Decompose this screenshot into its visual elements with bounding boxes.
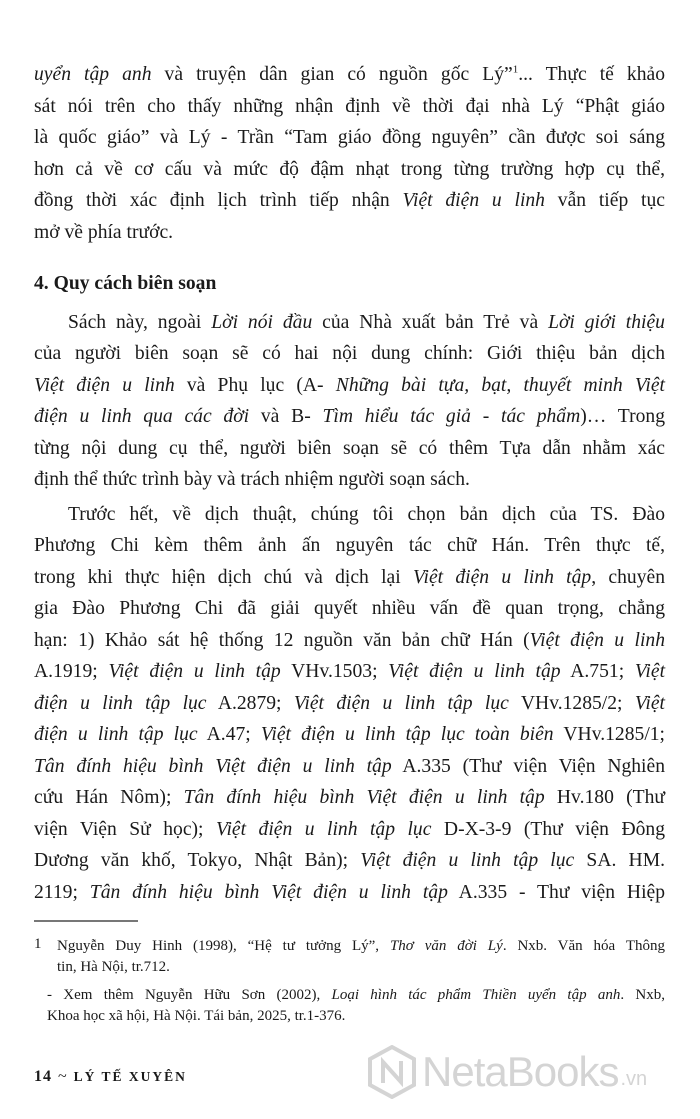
text-line bbox=[34, 751, 665, 783]
italic-text: Việt điện u linh tập bbox=[108, 661, 281, 682]
text-line bbox=[34, 91, 665, 123]
text: VHv.1285/1; bbox=[553, 724, 665, 745]
paragraph bbox=[34, 499, 665, 909]
italic-text: Việt bbox=[634, 692, 665, 714]
italic-text: Tân đính hiệu bình Việt điện u linh tập bbox=[183, 787, 545, 808]
italic-text: Việt điện u linh bbox=[529, 629, 665, 651]
text-line bbox=[34, 499, 665, 531]
text-line bbox=[34, 433, 665, 465]
italic-text: điện u linh tập lục bbox=[34, 724, 198, 745]
text-line bbox=[34, 688, 665, 720]
text: và B- bbox=[249, 406, 323, 427]
watermark bbox=[368, 1045, 647, 1099]
section-heading: 4. Quy cách biên soạn bbox=[34, 273, 217, 294]
separator: ~ bbox=[58, 1068, 68, 1085]
paragraph bbox=[34, 59, 665, 248]
italic-text: Việt điện u linh tập bbox=[388, 661, 561, 682]
text: vẫn tiếp tục bbox=[544, 190, 665, 211]
italic-text: Việt điện u linh bbox=[402, 190, 545, 211]
text: Hv.180 (Thư bbox=[544, 787, 666, 808]
text: A.47; bbox=[197, 724, 261, 745]
text: VHv.1503; bbox=[280, 661, 389, 682]
italic-text: Tân đính hiệu bình Việt điện u linh tập bbox=[89, 881, 448, 903]
italic-text: Lời giới thiệu bbox=[548, 311, 665, 333]
text-line bbox=[34, 845, 665, 877]
text: hơn cả về cơ cấu và mức độ đậm nhạt trong từng trường hợp cụ thể, bbox=[34, 158, 665, 180]
text-line bbox=[34, 122, 665, 154]
text: 2119; bbox=[34, 881, 90, 903]
footnotes bbox=[34, 936, 665, 1027]
text-line bbox=[34, 530, 665, 562]
italic-text: Việt điện u linh tập lục toàn biên bbox=[260, 724, 554, 745]
text-line bbox=[34, 59, 665, 91]
footnote bbox=[34, 985, 665, 1027]
text: cứu Hán Nôm); bbox=[34, 787, 184, 808]
text: của Nhà xuất bản Trẻ và bbox=[312, 311, 549, 333]
text: trong khi thực hiện dịch chú và dịch lại bbox=[34, 566, 413, 588]
text: Dương văn khố, Tokyo, Nhật Bản); bbox=[34, 850, 361, 871]
text-line bbox=[34, 154, 665, 186]
watermark-name: NetaBooks bbox=[422, 1048, 619, 1095]
italic-text: điện u linh qua các đời bbox=[34, 406, 250, 427]
italic-text: Việt điện u linh tập lục bbox=[215, 818, 432, 840]
italic-text: Việt bbox=[634, 661, 666, 682]
text-line bbox=[34, 370, 665, 402]
text: SA. HM. bbox=[574, 850, 666, 871]
text: . Nxb, bbox=[620, 987, 665, 1003]
text-line bbox=[34, 719, 665, 751]
text: Sách này, ngoài bbox=[68, 311, 212, 333]
text: Khoa học xã hội, Hà Nội. Tái bản, 2025, tr.1-376. bbox=[47, 1008, 346, 1024]
netabooks-logo-icon bbox=[368, 1045, 416, 1099]
text-line bbox=[57, 957, 665, 978]
text: A.2879; bbox=[206, 692, 294, 714]
text: sát nói trên cho thấy những nhận định về thời đại nhà Lý “Phật giáo bbox=[34, 95, 665, 117]
text-line bbox=[34, 814, 665, 846]
watermark-tld: .vn bbox=[620, 1067, 648, 1090]
text: định thể thức trình bày và trách nhiệm người soạn sách. bbox=[34, 469, 470, 490]
text-line bbox=[34, 656, 665, 688]
text: viện Viện Sử học); bbox=[34, 818, 216, 840]
footnote-divider bbox=[34, 920, 138, 922]
text-line bbox=[34, 464, 665, 496]
italic-text: Tìm hiểu tác giả - tác phẩm bbox=[322, 406, 581, 427]
text-line bbox=[34, 217, 665, 249]
text-line bbox=[34, 185, 665, 217]
text: tin, Hà Nội, tr.712. bbox=[57, 959, 170, 975]
text: A.751; bbox=[560, 661, 635, 682]
page-number: 14 bbox=[34, 1068, 52, 1085]
text: Phương Chi kèm thêm ảnh ấn nguyên tác chữ Hán. Trên thực tế, bbox=[34, 535, 665, 556]
italic-text: Việt điện u linh bbox=[34, 374, 175, 396]
text-line bbox=[47, 1006, 665, 1027]
text: D-X-3-9 (Thư viện Đông bbox=[431, 818, 665, 840]
italic-text: Thơ văn đời Lý bbox=[389, 938, 503, 954]
text: )… Trong bbox=[580, 406, 665, 427]
text-line bbox=[34, 338, 665, 370]
text-line bbox=[34, 307, 665, 339]
italic-text: Những bài tựa, bạt, thuyết minh Việt bbox=[335, 374, 666, 396]
text: và Phụ lục (A- bbox=[174, 374, 336, 396]
text: ... Thực tế khảo bbox=[518, 64, 665, 85]
text-line bbox=[34, 782, 665, 814]
running-title: LÝ TẾ XUYÊN bbox=[73, 1069, 187, 1084]
text: Trước hết, về dịch thuật, chúng tôi chọn bản dịch của TS. Đào bbox=[68, 503, 665, 525]
text-line bbox=[34, 625, 665, 657]
text: VHv.1285/2; bbox=[508, 692, 635, 714]
text: . Nxb. Văn hóa Thông bbox=[502, 938, 665, 954]
italic-text: uyển tập anh bbox=[34, 64, 152, 85]
italic-text: Tân đính hiệu bình Việt điện u linh tập bbox=[34, 755, 392, 777]
text: A.1919; bbox=[34, 661, 109, 682]
text-line bbox=[34, 401, 665, 433]
text: là quốc giáo” và Lý - Trần “Tam giáo đồng nguyên” cần được soi sáng bbox=[34, 127, 665, 148]
text: đồng thời xác định lịch trình tiếp nhận bbox=[34, 190, 403, 211]
footnote bbox=[34, 936, 665, 978]
text: - Xem thêm Nguyễn Hữu Sơn (2002), bbox=[47, 987, 332, 1003]
text-line bbox=[47, 985, 665, 1006]
text: gia Đào Phương Chi đã giải quyết nhiều vấn đề quan trọng, chẳng bbox=[34, 598, 665, 619]
text: mở về phía trước. bbox=[34, 221, 174, 243]
text: và truyện dân gian có nguồn gốc Lý” bbox=[151, 64, 513, 85]
text: A.335 - Thư viện Hiệp bbox=[447, 881, 666, 903]
text: từng nội dung cụ thể, người biên soạn sẽ có thêm Tựa dẫn nhằm xác bbox=[34, 437, 665, 459]
italic-text: Việt điện u linh tập bbox=[412, 566, 592, 588]
text-line bbox=[34, 877, 665, 909]
text-line bbox=[34, 562, 665, 594]
italic-text: Loại hình tác phẩm Thiền uyển tập anh bbox=[331, 987, 621, 1003]
italic-text: điện u linh tập lục bbox=[34, 692, 207, 714]
text: Nguyễn Duy Hinh (1998), “Hệ tư tưởng Lý”, bbox=[57, 938, 390, 954]
footnote-ref[interactable]: 1 bbox=[512, 63, 519, 76]
footnote-number: 1 bbox=[34, 936, 42, 952]
text: hạn: 1) Khảo sát hệ thống 12 nguồn văn bản chữ Hán ( bbox=[34, 629, 530, 651]
text-line bbox=[57, 936, 665, 957]
italic-text: Việt điện u linh tập lục bbox=[293, 692, 509, 714]
text: , chuyên bbox=[591, 566, 665, 588]
italic-text: Việt điện u linh tập lục bbox=[360, 850, 575, 871]
text: A.335 (Thư viện Viện Nghiên bbox=[391, 755, 665, 777]
italic-text: Lời nói đầu bbox=[211, 311, 313, 333]
paragraph bbox=[34, 307, 665, 496]
page-body bbox=[34, 59, 665, 908]
text: của người biên soạn sẽ có hai nội dung chính: Giới thiệu bản dịch bbox=[34, 343, 665, 364]
text-line bbox=[34, 593, 665, 625]
page-footer bbox=[34, 1068, 187, 1086]
